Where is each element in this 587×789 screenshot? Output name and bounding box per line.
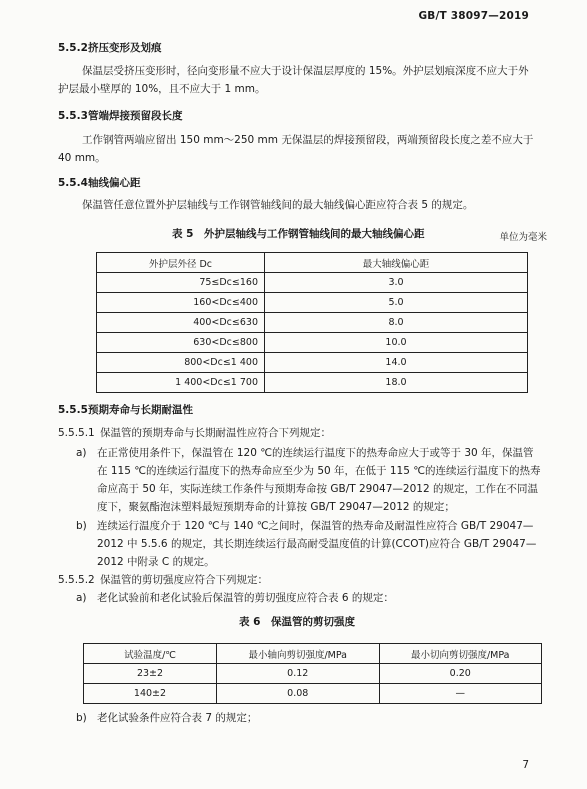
table-cell: 800<Dc≤1 400 <box>97 353 265 373</box>
list-line: 连续运行温度介于 120 ℃与 140 ℃之间时，保温管的热寿命及耐温性应符合 GB/T 29047— <box>97 520 534 532</box>
para-line: 保温层受挤压变形时，径向变形量不应大于设计保温层厚度的 15%。外护层划痕深度不应大于外 <box>82 65 529 77</box>
table5-caption: 表 5 外护层轴线与工作钢管轴线间的最大轴线偏心距 <box>172 228 425 240</box>
table-cell: 160<Dc≤400 <box>97 293 265 313</box>
list-label: b) <box>76 520 87 532</box>
clause-5-5-5-2 <box>58 571 268 589</box>
section-number: 5.5.4 <box>58 177 88 189</box>
table-row <box>97 373 528 393</box>
table-cell: 1 400<Dc≤1 700 <box>97 373 265 393</box>
list-label: a) <box>76 592 87 604</box>
table-row <box>97 313 528 333</box>
section-heading-5-5-3 <box>58 108 183 123</box>
clause-5-5-5-1 <box>58 424 331 442</box>
clause-number: 5.5.5.1 <box>58 427 95 439</box>
table-header-row <box>84 644 542 664</box>
table6-caption: 表 6 保温管的剪切强度 <box>239 616 355 628</box>
table-cell: 0.08 <box>217 684 380 704</box>
table5 <box>96 252 528 393</box>
table-cell: 18.0 <box>265 373 528 393</box>
clause-number: 5.5.5.2 <box>58 574 95 586</box>
table-header-cell: 外护层外径 Dc <box>97 253 265 273</box>
table-cell: 10.0 <box>265 333 528 353</box>
section-heading-5-5-5 <box>58 402 193 417</box>
para-line: 40 mm。 <box>58 152 106 164</box>
clause-text: 保温管的预期寿命与长期耐温性应符合下列规定： <box>100 427 331 439</box>
list-item-a <box>76 444 566 516</box>
table-cell: 400<Dc≤630 <box>97 313 265 333</box>
table-cell: 75≤Dc≤160 <box>97 273 265 293</box>
table-row <box>97 293 528 313</box>
table-header-cell: 最小切向剪切强度/MPa <box>379 644 542 664</box>
table-row <box>97 353 528 373</box>
list-label: a) <box>76 447 87 459</box>
paragraph-5-5-3 <box>58 131 558 167</box>
list-line: 2012 中附录 C 的规定。 <box>97 556 215 568</box>
table-cell: 140±2 <box>84 684 217 704</box>
list-line: 在 115 ℃的连续运行温度下的热寿命应至少为 50 年，在低于 115 ℃的连续运行温度下的热寿 <box>97 465 541 477</box>
table-header-cell: 试验温度/℃ <box>84 644 217 664</box>
section-number: 5.5.3 <box>58 110 88 122</box>
list-text: 老化试验条件应符合表 7 的规定； <box>97 712 258 724</box>
section-heading-5-5-2 <box>58 40 162 55</box>
section-number: 5.5.5 <box>58 404 88 416</box>
table-row <box>84 664 542 684</box>
section-title: 管端焊接预留段长度 <box>88 110 183 122</box>
table6 <box>83 643 542 704</box>
list-item-b <box>76 517 566 571</box>
section-title: 预期寿命与长期耐温性 <box>88 404 193 416</box>
section-title: 轴线偏心距 <box>88 177 141 189</box>
table-cell: — <box>379 684 542 704</box>
table-header-row <box>97 253 528 273</box>
paragraph-5-5-4: 保温管任意位置外护层轴线与工作钢管轴线间的最大轴线偏心距应符合表 5 的规定。 <box>82 199 474 211</box>
section-number: 5.5.2 <box>58 42 88 54</box>
page-number: 7 <box>522 759 529 771</box>
section-heading-5-5-4 <box>58 175 141 190</box>
list-item-a2 <box>76 589 394 607</box>
table-header-cell: 最大轴线偏心距 <box>265 253 528 273</box>
list-line: 度下，聚氨酯泡沫塑料最短预期寿命的计算按 GB/T 29047—2012 的规定； <box>97 501 455 513</box>
list-line: 2012 中 5.5.6 的规定，其长期连续运行最高耐受温度值的计算(CCOT)应符合 GB/T 29047— <box>97 538 537 550</box>
table-row <box>84 684 542 704</box>
table-cell: 3.0 <box>265 273 528 293</box>
table-cell: 23±2 <box>84 664 217 684</box>
table-cell: 8.0 <box>265 313 528 333</box>
standard-number: GB/T 38097—2019 <box>418 10 529 22</box>
table-row <box>97 273 528 293</box>
section-title: 挤压变形及划痕 <box>88 42 162 54</box>
para-line: 护层最小壁厚的 10%，且不应大于 1 mm。 <box>58 83 266 95</box>
paragraph-5-5-2 <box>58 62 558 98</box>
table-header-cell: 最小轴向剪切强度/MPa <box>217 644 380 664</box>
table-cell: 0.12 <box>217 664 380 684</box>
table-cell: 0.20 <box>379 664 542 684</box>
para-line: 工作钢管两端应留出 150 mm～250 mm 无保温层的焊接预留段，两端预留段长度之差不应大于 <box>82 134 534 146</box>
table-cell: 5.0 <box>265 293 528 313</box>
list-line: 在正常使用条件下，保温管在 120 ℃的连续运行温度下的热寿命应大于或等于 30 年，保温管 <box>97 447 534 459</box>
list-label: b) <box>76 712 87 724</box>
list-item-b2 <box>76 709 257 727</box>
table-cell: 630<Dc≤800 <box>97 333 265 353</box>
list-line: 命应高于 50 年，实际连续工作条件与预期寿命按 GB/T 29047—2012 的规定，工作在不同温 <box>97 483 538 495</box>
table-cell: 14.0 <box>265 353 528 373</box>
clause-text: 保温管的剪切强度应符合下列规定： <box>100 574 268 586</box>
table-row <box>97 333 528 353</box>
list-text: 老化试验前和老化试验后保温管的剪切强度应符合表 6 的规定： <box>97 592 394 604</box>
table5-unit: 单位为毫米 <box>499 232 547 243</box>
